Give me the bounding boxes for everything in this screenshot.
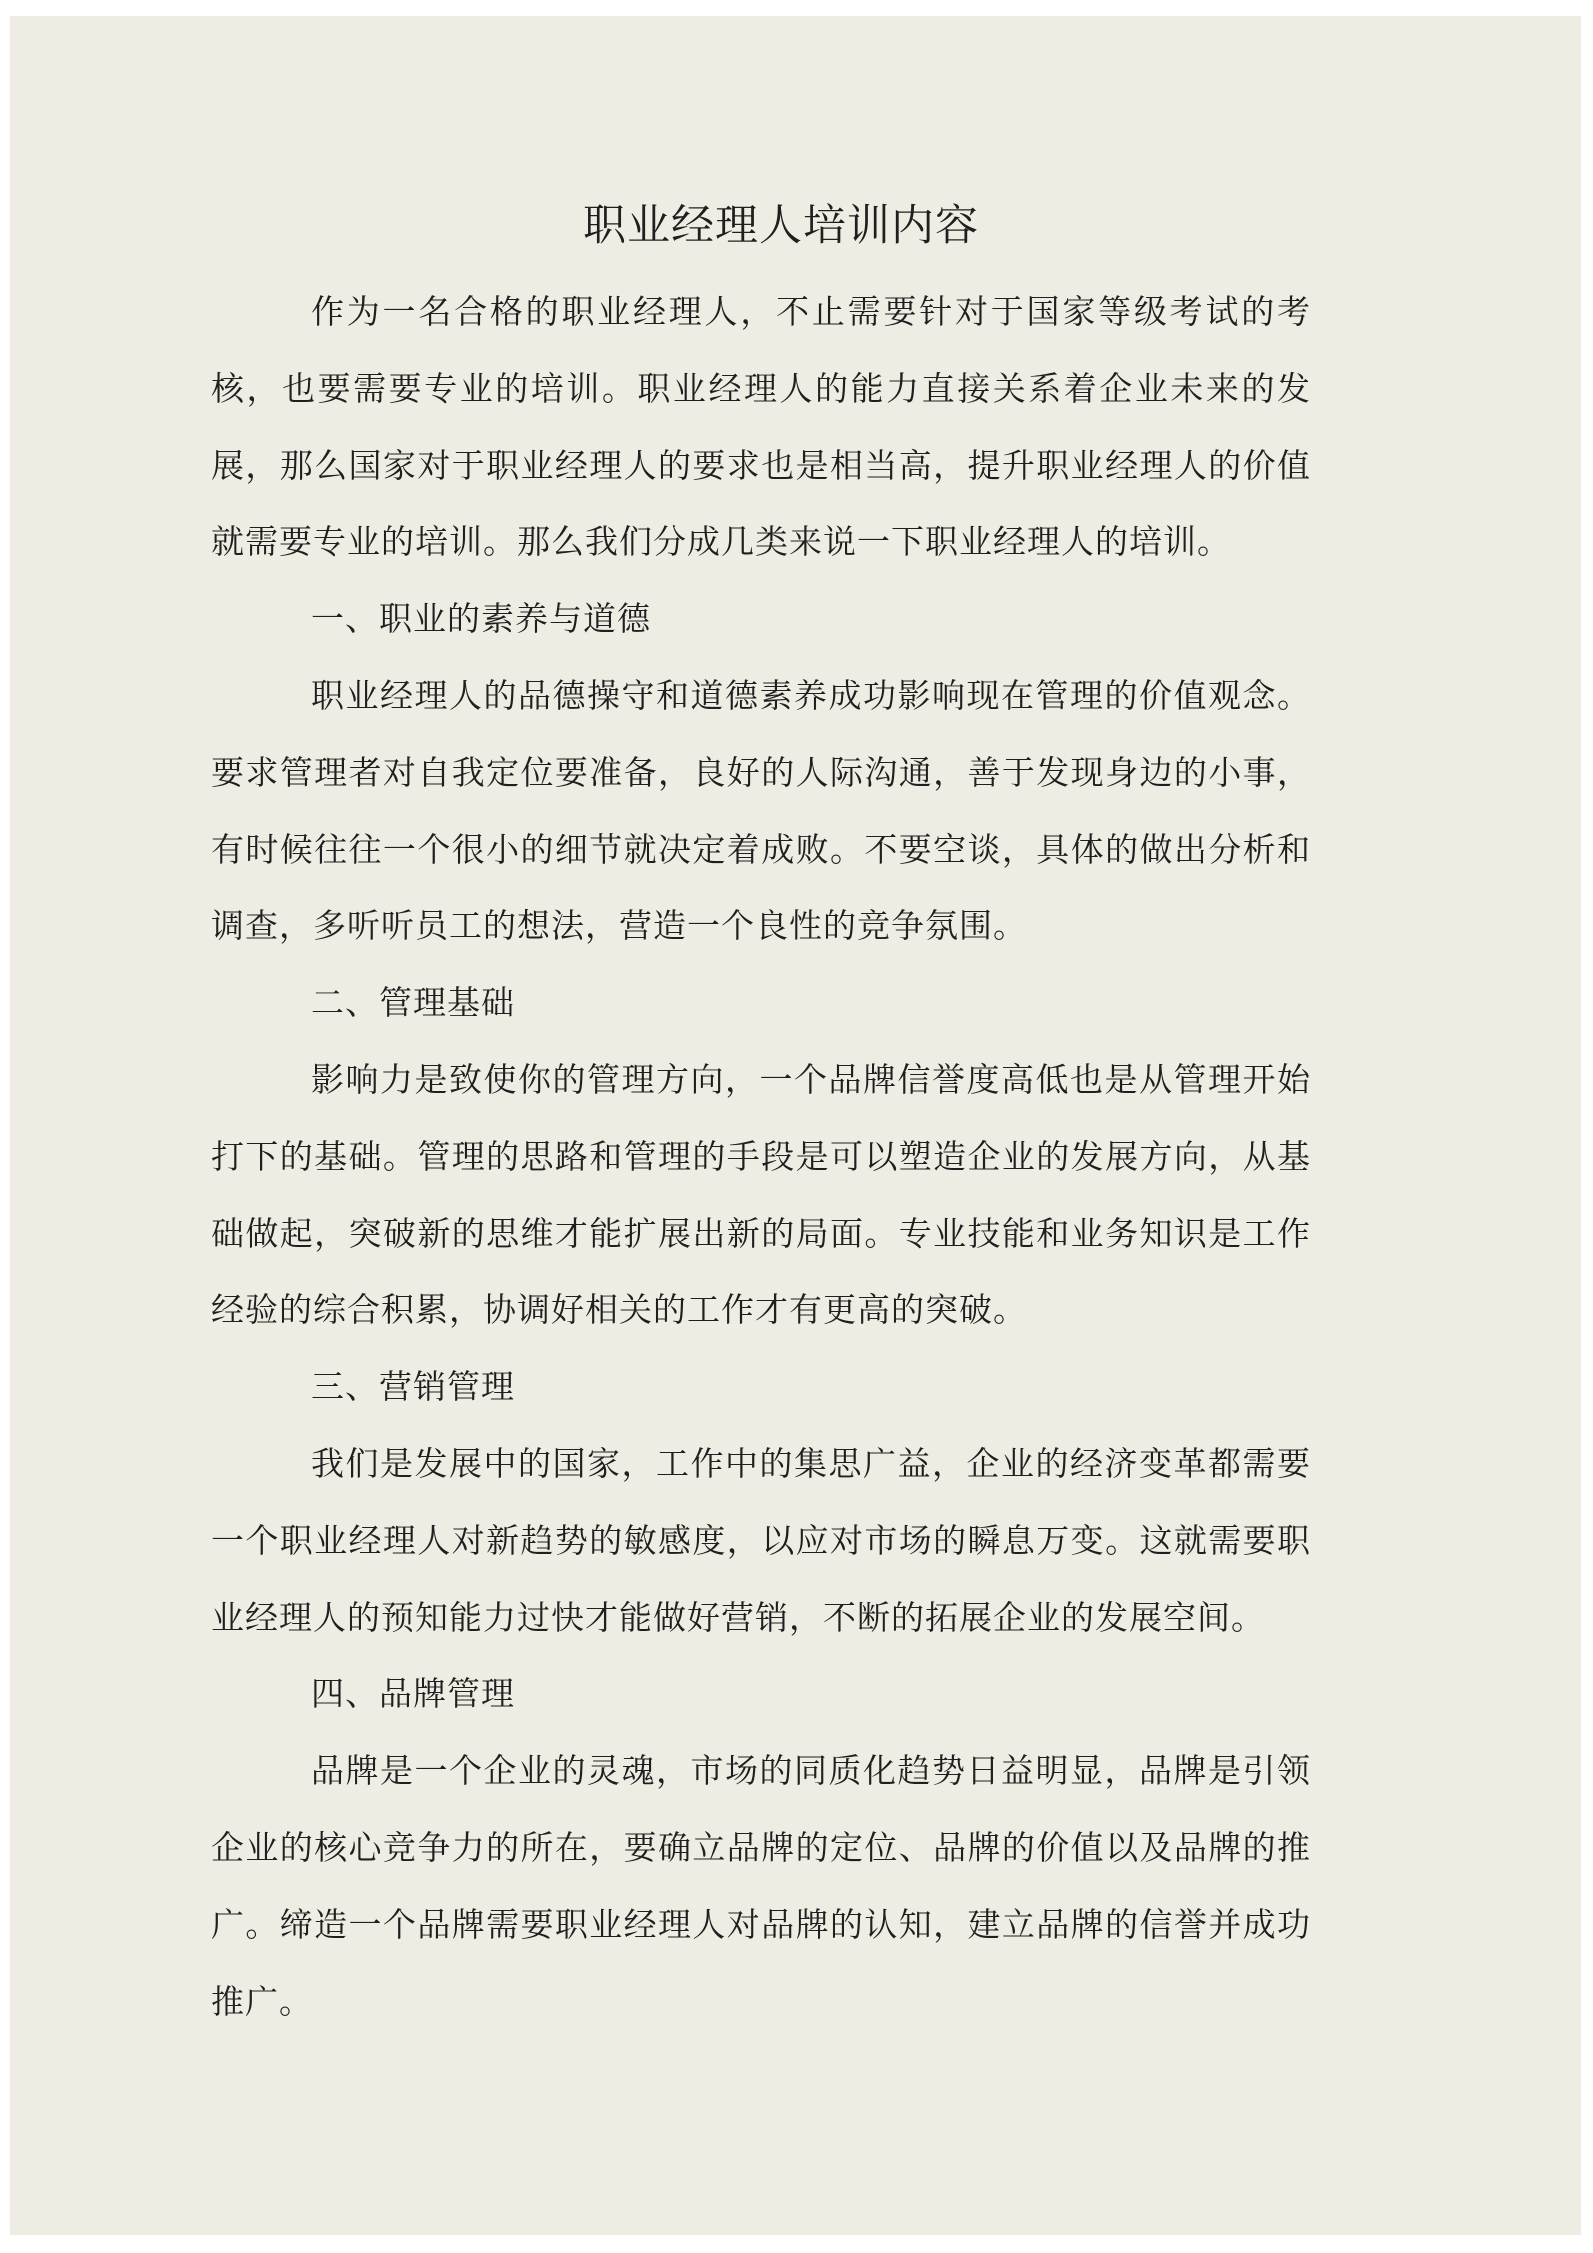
section-body-marketing: 我们是发展中的国家，工作中的集思广益，企业的经济变革都需要一个职业经理人对新趋势的敏感度，以应对市场的瞬息万变。这就需要职业经理人的预知能力过快才能做好营销，不断的拓展企业的发展空间。	[211, 1443, 1311, 1637]
section-body-management-basics: 影响力是致使你的管理方向，一个品牌信誉度高低也是从管理开始打下的基础。管理的思路和管理的手段是可以塑造企业的发展方向，从基础做起，突破新的思维才能扩展出新的局面。专业技能和业务知识是工作经验的综合积累，协调好相关的工作才有更高的突破。	[211, 1059, 1311, 1330]
document-title: 职业经理人培训内容	[583, 201, 979, 251]
document-body	[211, 176, 1311, 2040]
section-heading-brand: 四、品牌管理	[311, 1674, 515, 1714]
section-heading-management-basics: 二、管理基础	[311, 983, 515, 1023]
section-body-brand: 品牌是一个企业的灵魂，市场的同质化趋势日益明显，品牌是引领企业的核心竞争力的所在，要确立品牌的定位、品牌的价值以及品牌的推广。缔造一个品牌需要职业经理人对品牌的认知，建立品牌的信誉并成功推广。	[211, 1751, 1311, 2021]
document-page	[10, 16, 1581, 2235]
section-body-ethics: 职业经理人的品德操守和道德素养成功影响现在管理的价值观念。要求管理者对自我定位要准备，良好的人际沟通，善于发现身边的小事，有时候往往一个很小的细节就决定着成败。不要空谈，具体的做出分析和调查，多听听员工的想法，营造一个良性的竞争氛围。	[211, 675, 1311, 946]
section-heading-ethics: 一、职业的素养与道德	[311, 599, 651, 639]
intro-paragraph: 作为一名合格的职业经理人，不止需要针对于国家等级考试的考核，也要需要专业的培训。职业经理人的能力直接关系着企业未来的发展，那么国家对于职业经理人的要求也是相当高，提升职业经理人的价值就需要专业的培训。那么我们分成几类来说一下职业经理人的培训。	[211, 292, 1311, 562]
section-heading-marketing: 三、营销管理	[311, 1367, 515, 1407]
